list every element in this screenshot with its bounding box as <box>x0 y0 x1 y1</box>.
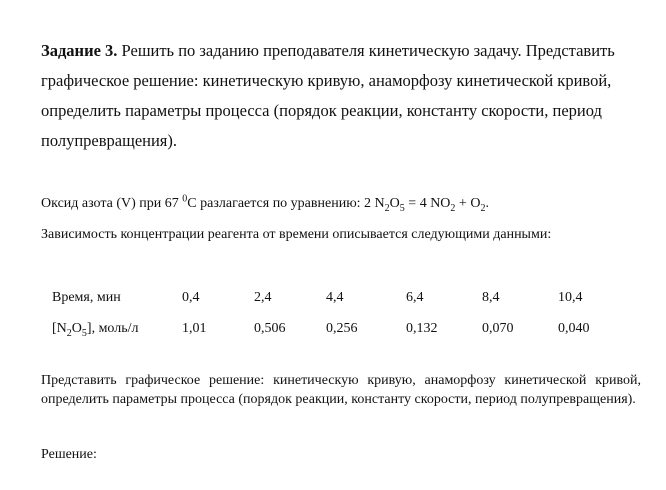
task-text: Решить по заданию преподавателя кинетическую задачу. Представить графическое решение: кинетическую кривую, анаморфозу кинетической кривой, определить параметры процесса (порядок реакции, константу скорости, период полупревращения). <box>41 41 615 150</box>
table-cell: 4,4 <box>326 289 344 305</box>
table-row <box>52 313 618 344</box>
table-cell: 8,4 <box>482 289 500 305</box>
table-row <box>52 282 618 313</box>
task-statement <box>41 36 641 156</box>
table-cell: 0,132 <box>406 320 438 336</box>
concentration-label: $[N_2O_5]$, моль/л <box>52 320 139 339</box>
table-cell: 0,256 <box>326 320 358 336</box>
table-cell: 0,070 <box>482 320 514 336</box>
task-label: Задание 3. <box>41 41 118 60</box>
dependency-line: Зависимость концентрации реагента от времени описывается следующими данными: <box>41 227 552 242</box>
data-table <box>52 282 618 344</box>
time-label: Время, мин <box>52 289 121 305</box>
table-cell: 6,4 <box>406 289 424 305</box>
table-cell: 10,4 <box>558 289 583 305</box>
table-cell: 0,506 <box>254 320 286 336</box>
table-cell: 0,040 <box>558 320 590 336</box>
solution-heading: Решение: <box>41 447 97 462</box>
table-cell: 0,4 <box>182 289 200 305</box>
repeat-paragraph: Представить графическое решение: кинетическую кривую, анаморфозу кинетической кривой, определить параметры процесса (порядок реакции, константу скорости, период полупревращения). <box>41 373 641 407</box>
table-cell: 1,01 <box>182 320 207 336</box>
table-cell: 2,4 <box>254 289 272 305</box>
condition-line: Оксид азота (V) при 67 $^0$С разлагается по уравнению: 2 $N_2O_5 = 4$ $NO_2 + O_2$. <box>41 193 489 214</box>
